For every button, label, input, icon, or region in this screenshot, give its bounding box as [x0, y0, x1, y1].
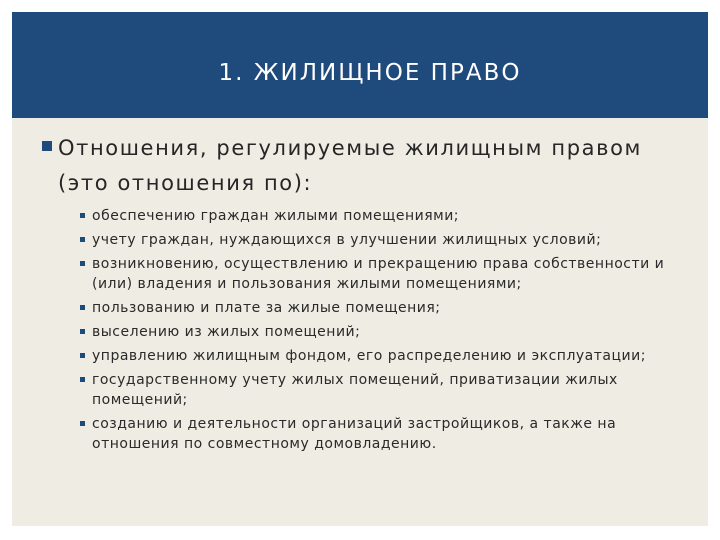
list-item-text: обеспечению граждан жилыми помещениями;	[92, 208, 460, 224]
list-item	[80, 230, 690, 250]
list-item	[80, 298, 690, 318]
list-item-text: государственному учету жилых помещений, приватизации жилых помещений;	[92, 372, 618, 408]
square-bullet-icon	[80, 353, 85, 358]
list-item-text: учету граждан, нуждающихся в улучшении жилищных условий;	[92, 232, 602, 248]
square-bullet-icon	[80, 213, 85, 218]
list-item	[80, 254, 690, 294]
list-item-text: выселению из жилых помещений;	[92, 324, 361, 340]
square-bullet-icon	[80, 421, 85, 426]
list-item	[80, 414, 690, 454]
lead-text: Отношения, регулируемые жилищным правом (это отношения по):	[58, 136, 642, 195]
list-item	[80, 370, 690, 410]
list-item	[80, 206, 690, 226]
title-bar	[12, 12, 708, 118]
list-item-text: пользованию и плате за жилые помещения;	[92, 300, 441, 316]
slide-title: 1. ЖИЛИЩНОЕ ПРАВО	[218, 60, 522, 86]
slide	[12, 12, 708, 526]
square-bullet-icon	[80, 305, 85, 310]
list-item-text: возникновению, осуществлению и прекращению права собственности и (или) владения и пользования жилыми помещениями;	[92, 256, 665, 292]
square-bullet-icon	[80, 237, 85, 242]
square-bullet-icon	[80, 377, 85, 382]
square-bullet-icon	[80, 261, 85, 266]
list-item	[80, 346, 690, 366]
bullet-list	[80, 206, 690, 458]
list-item-text: созданию и деятельности организаций застройщиков, а также на отношения по совместному домовладению.	[92, 416, 617, 452]
list-item	[80, 322, 690, 342]
square-bullet-icon	[80, 329, 85, 334]
lead-paragraph	[56, 131, 696, 201]
square-bullet-icon	[42, 141, 52, 151]
list-item-text: управлению жилищным фондом, его распределению и эксплуатации;	[92, 348, 646, 364]
